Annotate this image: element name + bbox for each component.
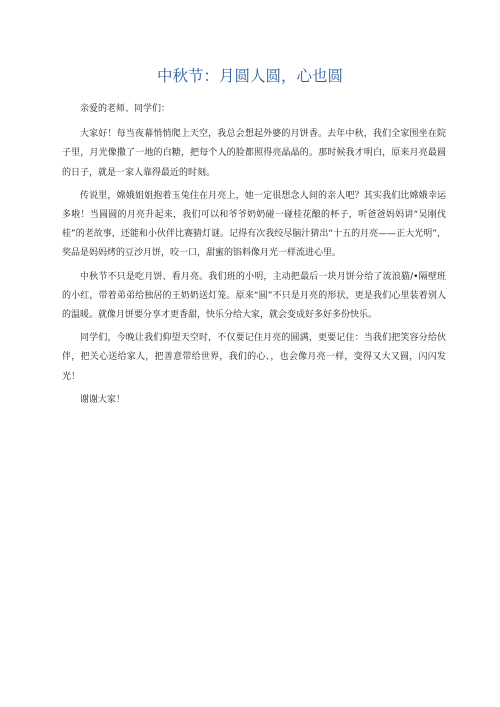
paragraph-4: 同学们，今晚让我们仰望天空时，不仅要记住月亮的圆满，更要记住：当我们把笑容分给伙伴，把关心送给家人，把善意带给世界，我们的心、，也会像月亮一样，变得又大又圆，闪闪发光！ xyxy=(62,333,446,382)
paragraph-1: 大家好！每当夜幕悄悄爬上天空，我总会想起外婆的月饼香。去年中秋，我们全家围坐在院子里，月光像撒了一地的白糖，把每个人的脸都照得亮晶晶的。那时候我才明白，原来月亮最圆的日子，就是一家人靠得最近的时刻。 xyxy=(62,129,446,178)
paragraph-2: 传说里，嫦娥姐姐抱着玉兔住在月亮上，她一定很想念人间的亲人吧？其实我们比嫦娥幸运多啦！当圆圆的月亮升起来，我们可以和爷爷奶奶碰一碰桂花酿的杯子，听爸爸妈妈讲“吴刚伐桂”的老故事，还能和小伙伴比赛猜灯谜。记得有次我绞尽脑汁猜出“十五的月亮——正大光明”，奖品是妈妈烤的豆沙月饼，咬一口，甜蜜的馅料像月光一样流进心里。 xyxy=(62,190,446,259)
paragraph-3: 中秋节不只是吃月饼、看月亮。我们班的小明，主动把最后一块月饼分给了流浪猫/•隔壁班的小红，带着弟弟给独居的王奶奶送灯笼。原来“圆”不只是月亮的形状，更是我们心里装着别人的温暖。就像月饼要分享才更香甜，快乐分给大家，就会变成好多好多份快乐。 xyxy=(62,271,446,321)
salutation: 亲爱的老师、同学们： xyxy=(80,104,171,114)
speech-body xyxy=(62,100,446,414)
closing-line: 谢谢大家！ xyxy=(80,394,126,405)
document-title: 中秋节：月圆人圆，心也圆 xyxy=(156,67,343,85)
